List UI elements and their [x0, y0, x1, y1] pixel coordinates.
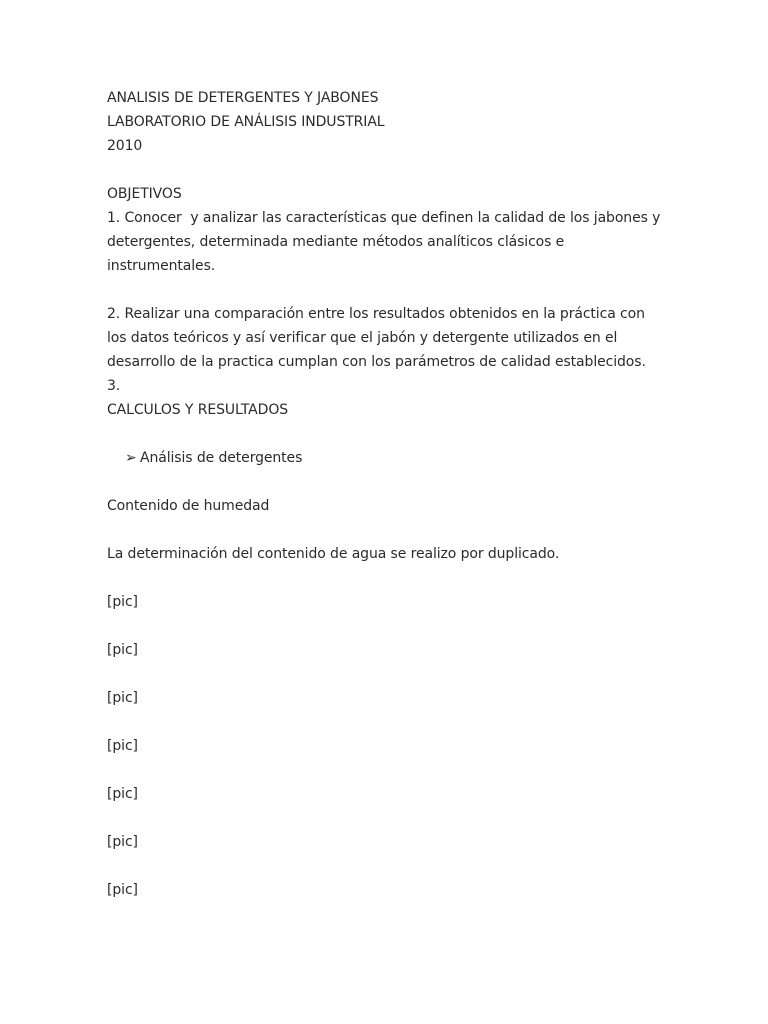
- document-title: ANALISIS DE DETERGENTES Y JABONES: [107, 90, 379, 106]
- objective-2-line-1: 2. Realizar una comparación entre los resultados obtenidos en la práctica con: [107, 306, 645, 322]
- spacer: [107, 806, 667, 830]
- objective-3: 3.: [107, 378, 121, 394]
- spacer: [107, 758, 667, 782]
- objective-1-line-1: 1. Conocer y analizar las características que definen la calidad de los jabones y: [107, 210, 661, 226]
- spacer: [107, 158, 667, 182]
- objective-2-line-2: los datos teóricos y así verificar que el jabón y detergente utilizados en el: [107, 330, 618, 346]
- section-subheading: Contenido de humedad: [107, 498, 270, 514]
- objective-1-line-2: detergentes, determinada mediante métodos analíticos clásicos e: [107, 234, 565, 250]
- spacer: [107, 566, 667, 590]
- pic-placeholder: [pic]: [107, 690, 138, 706]
- pic-placeholder: [pic]: [107, 834, 138, 850]
- spacer: [107, 518, 667, 542]
- spacer: [107, 854, 667, 878]
- document-year: 2010: [107, 138, 143, 154]
- pic-placeholder: [pic]: [107, 738, 138, 754]
- spacer: [107, 614, 667, 638]
- spacer: [107, 278, 667, 302]
- document-body: [107, 86, 667, 902]
- spacer: [107, 422, 667, 446]
- objective-2-line-3: desarrollo de la practica cumplan con los parámetros de calidad establecidos.: [107, 354, 646, 370]
- spacer: [107, 710, 667, 734]
- results-heading: CALCULOS Y RESULTADOS: [107, 402, 289, 418]
- arrow-bullet-icon: ➢: [125, 450, 137, 466]
- bullet-text: Análisis de detergentes: [140, 450, 303, 466]
- pic-placeholder: [pic]: [107, 642, 138, 658]
- spacer: [107, 662, 667, 686]
- pic-placeholder: [pic]: [107, 882, 138, 898]
- objectives-heading: OBJETIVOS: [107, 186, 182, 202]
- document-subtitle: LABORATORIO DE ANÁLISIS INDUSTRIAL: [107, 114, 385, 130]
- results-paragraph: La determinación del contenido de agua se realizo por duplicado.: [107, 546, 560, 562]
- pic-placeholder: [pic]: [107, 786, 138, 802]
- spacer: [107, 470, 667, 494]
- pic-placeholder: [pic]: [107, 594, 138, 610]
- objective-1-line-3: instrumentales.: [107, 258, 216, 274]
- bullet-item: [107, 446, 667, 470]
